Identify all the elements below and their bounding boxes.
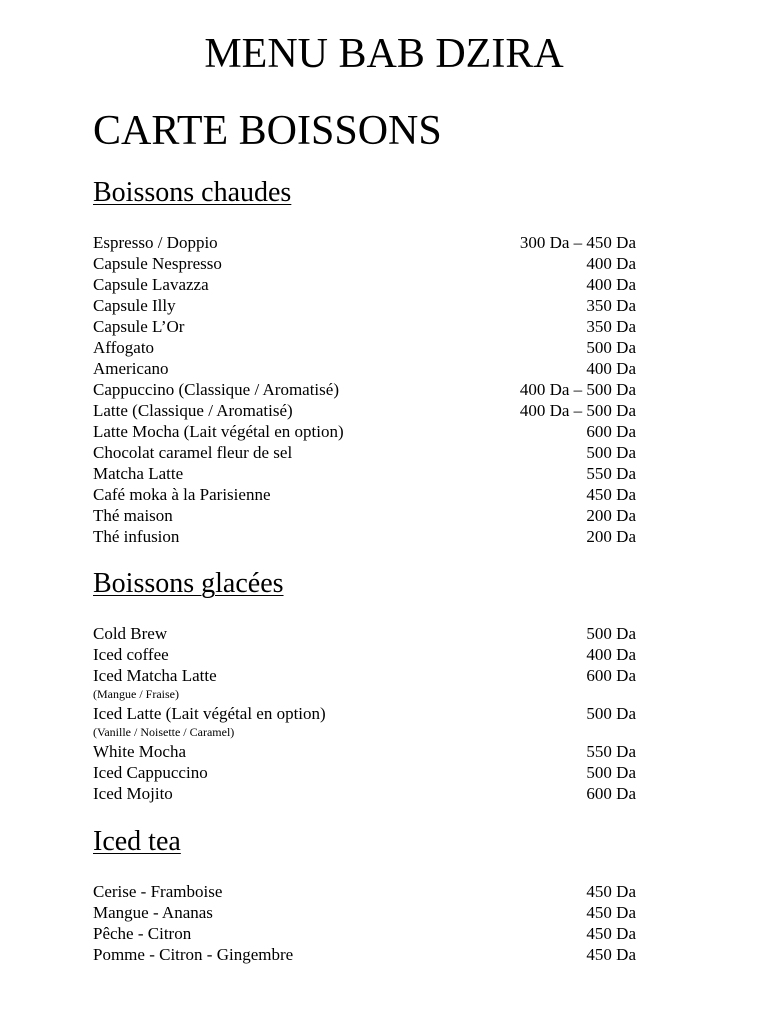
- item-price: 500 Da: [586, 338, 636, 357]
- list-item: [93, 400, 636, 421]
- list-item: [93, 232, 636, 253]
- section-heading: Boissons chaudes: [93, 177, 292, 208]
- item-name: Pomme - Citron - Gingembre: [93, 945, 294, 964]
- item-name: Cappuccino (Classique / Aromatisé): [93, 380, 339, 399]
- section-heading: Boissons glacées: [93, 568, 284, 599]
- list-item: [93, 644, 636, 665]
- page-title: MENU BAB DZIRA: [204, 31, 564, 77]
- item-name: Iced coffee: [93, 645, 169, 664]
- section-hot-drinks: [93, 176, 636, 547]
- item-name: Café moka à la Parisienne: [93, 485, 271, 504]
- list-item: [93, 505, 636, 526]
- item-name: Latte (Classique / Aromatisé): [93, 401, 293, 420]
- list-item: [93, 741, 636, 762]
- item-name: Espresso / Doppio: [93, 233, 218, 252]
- list-item: [93, 463, 636, 484]
- item-name: Capsule Nespresso: [93, 254, 222, 273]
- list-item: [93, 944, 636, 965]
- list-item: [93, 665, 636, 686]
- item-price: 350 Da: [586, 317, 636, 336]
- list-item: [93, 484, 636, 505]
- list-item: [93, 442, 636, 463]
- hot-drinks-list: [93, 232, 636, 547]
- list-item: [93, 526, 636, 547]
- item-price: 400 Da – 500 Da: [519, 401, 636, 420]
- item-price: 400 Da: [586, 359, 636, 378]
- item-name: Iced Cappuccino: [93, 763, 208, 782]
- item-name: Pêche - Citron: [93, 924, 192, 943]
- item-price: 450 Da: [586, 882, 636, 901]
- iced-tea-list: [93, 881, 636, 965]
- list-item: [93, 703, 636, 724]
- list-item: [93, 881, 636, 902]
- item-name: Latte Mocha (Lait végétal en option): [93, 422, 344, 441]
- item-name: Capsule Illy: [93, 296, 176, 315]
- list-item: [93, 274, 636, 295]
- section-iced-tea: [93, 825, 636, 965]
- list-item: [93, 421, 636, 442]
- list-item: [93, 379, 636, 400]
- item-price: 450 Da: [586, 924, 636, 943]
- section-iced-drinks: [93, 567, 636, 804]
- item-price: 500 Da: [586, 763, 636, 782]
- item-price: 450 Da: [586, 903, 636, 922]
- item-price: 300 Da – 450 Da: [519, 233, 636, 252]
- list-item: [93, 902, 636, 923]
- item-price: 400 Da: [586, 275, 636, 294]
- item-name: Iced Matcha Latte: [93, 666, 217, 685]
- item-name: Capsule L’Or: [93, 317, 185, 336]
- list-item: [93, 923, 636, 944]
- item-name: Thé infusion: [93, 527, 180, 546]
- iced-drinks-list: [93, 623, 636, 804]
- list-item: [93, 295, 636, 316]
- item-name: Thé maison: [93, 506, 173, 525]
- item-name: Capsule Lavazza: [93, 275, 209, 294]
- item-price: 500 Da: [586, 443, 636, 462]
- item-name: Iced Mojito: [93, 784, 173, 803]
- list-item: [93, 623, 636, 644]
- item-price: 450 Da: [586, 945, 636, 964]
- item-price: 600 Da: [586, 784, 636, 803]
- item-price: 500 Da: [586, 624, 636, 643]
- item-price: 550 Da: [586, 742, 636, 761]
- item-note: (Mangue / Fraise): [93, 687, 179, 701]
- item-price: 450 Da: [586, 485, 636, 504]
- item-name: Mangue - Ananas: [93, 903, 213, 922]
- item-price: 400 Da – 500 Da: [519, 380, 636, 399]
- item-name: Americano: [93, 359, 169, 378]
- item-price: 550 Da: [586, 464, 636, 483]
- item-price: 200 Da: [586, 506, 636, 525]
- item-name: Affogato: [93, 338, 155, 357]
- item-price: 600 Da: [586, 422, 636, 441]
- item-name: White Mocha: [93, 742, 186, 761]
- list-item: [93, 783, 636, 804]
- list-item: [93, 316, 636, 337]
- item-name: Cerise - Framboise: [93, 882, 223, 901]
- list-item: [93, 358, 636, 379]
- item-note: (Vanille / Noisette / Caramel): [93, 725, 235, 739]
- item-price: 600 Da: [586, 666, 636, 685]
- item-name: Matcha Latte: [93, 464, 184, 483]
- section-heading: Iced tea: [93, 826, 181, 857]
- item-price: 400 Da: [586, 645, 636, 664]
- item-name: Chocolat caramel fleur de sel: [93, 443, 293, 462]
- item-name: Iced Latte (Lait végétal en option): [93, 704, 326, 723]
- list-item: [93, 762, 636, 783]
- list-item: [93, 337, 636, 358]
- item-price: 400 Da: [586, 254, 636, 273]
- item-price: 500 Da: [586, 704, 636, 723]
- item-price: 350 Da: [586, 296, 636, 315]
- list-item: [93, 253, 636, 274]
- item-price: 200 Da: [586, 527, 636, 546]
- item-name: Cold Brew: [93, 624, 168, 643]
- page-subtitle: CARTE BOISSONS: [93, 108, 442, 154]
